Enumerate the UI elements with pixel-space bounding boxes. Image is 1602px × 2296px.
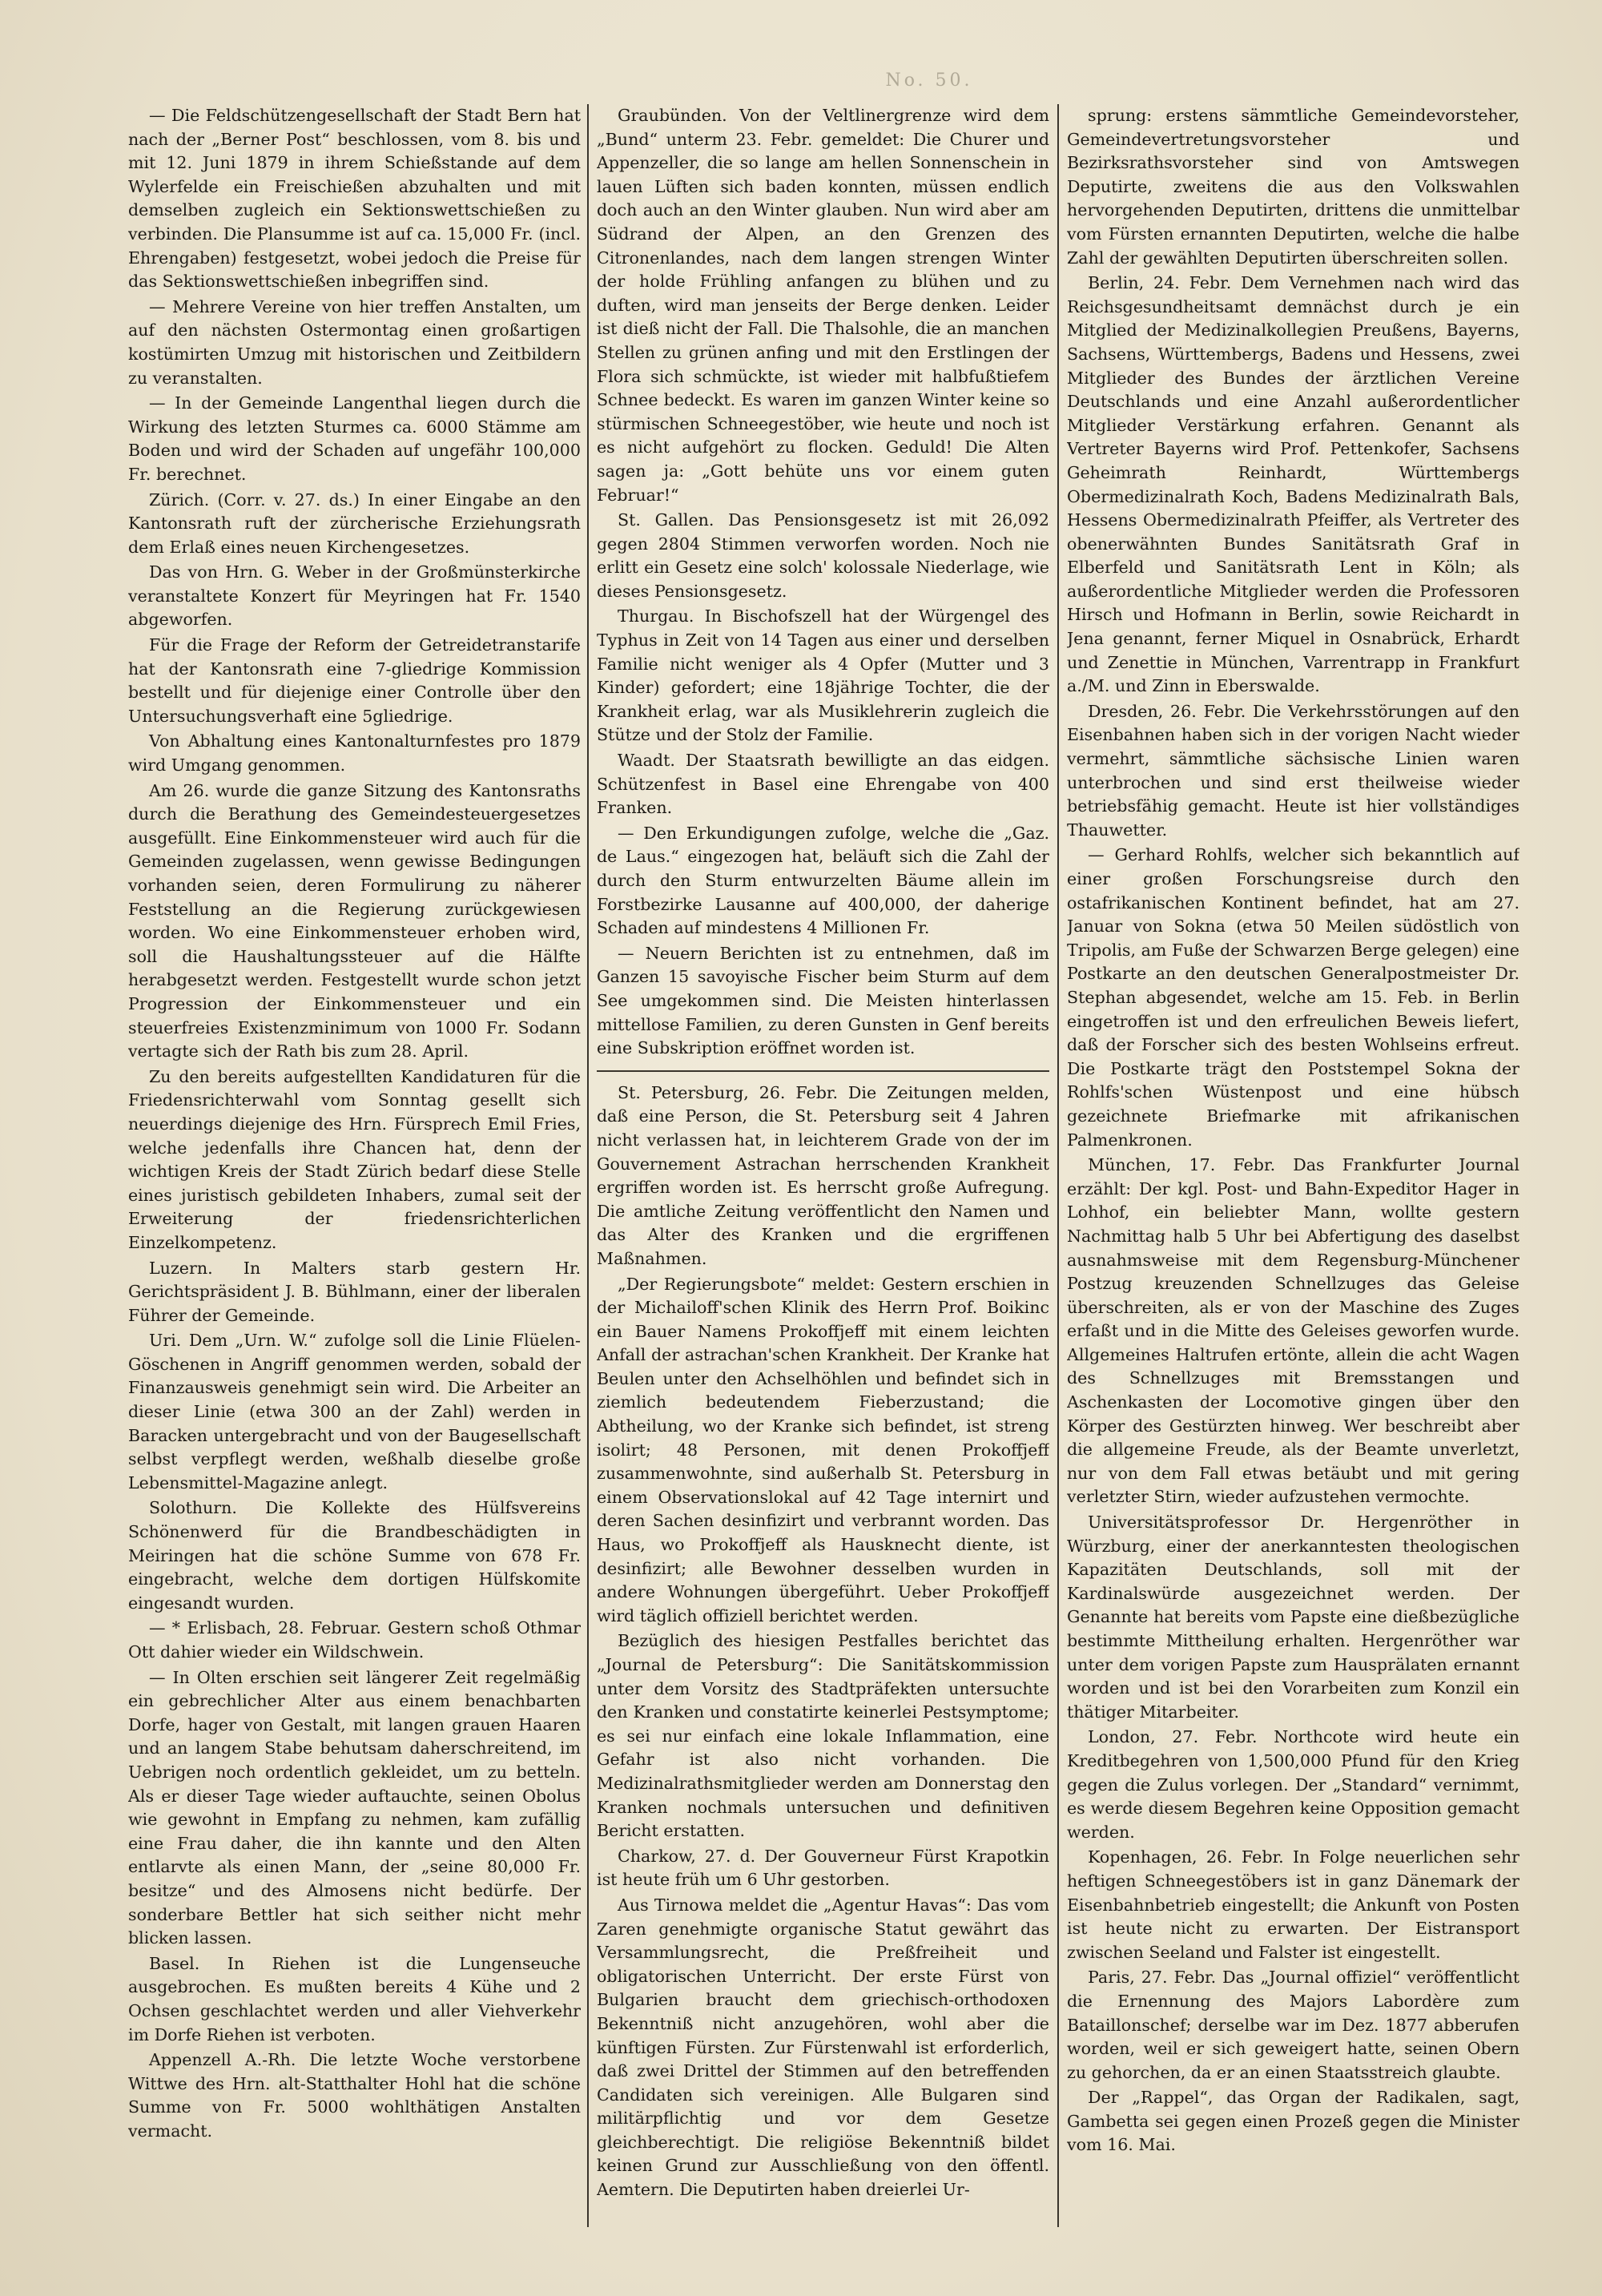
article: — Neuern Berichten ist zu entnehmen, daß im Ganzen 15 savoyische Fischer beim Sturm auf dem See umgekommen sind. Die Meisten hinterlassen mittellose Familien, zu deren Gunsten in Genf bereits eine Subskription eröffnet worden ist. (597, 943, 1049, 1058)
section-separator (597, 1070, 1049, 1072)
article: London, 27. Febr. Northcote wird heute ein Kreditbegehren von 1,500,000 Pfund für den Krieg gegen die Zulus vorlegen. Der „Standard“ vernimmt, es werde diesem Begehren keine Opposition gemacht werden. (1067, 1727, 1519, 1842)
article: Thurgau. In Bischofszell hat der Würgengel des Typhus in Zeit von 14 Tagen aus einer und derselben Familie nicht weniger als 4 Opfer (Mutter und 3 Kinder) gefordert; eine 18jährige Tochter, die der Krankheit erlag, war als Musiklehrerin zugleich die Stütze und der Stolz der Familie. (597, 606, 1049, 745)
article: — In Olten erschien seit längerer Zeit regelmäßig ein gebrechlicher Alter aus einem benachbarten Dorfe, hager von Gestalt, mit langen grauen Haaren und an langem Stabe behutsam daherschreitend, im Uebrigen noch ordentlich gekleidet, um zu betteln. Als er dieser Tage wieder auftauchte, seinen Obolus wie gewohnt in Empfang zu nehmen, kam zufällig eine Frau daher, die ihn kannte und den Alten entlarvte als einen Mann, der „seine 80,000 Fr. besitze“ und des Almosens nicht bedürfe. Der sonderbare Bettler hat sich seither nicht mehr blicken lassen. (128, 1667, 581, 1948)
article: Von Abhaltung eines Kantonalturnfestes pro 1879 wird Umgang genommen. (128, 731, 581, 775)
article: Luzern. In Malters starb gestern Hr. Gerichtspräsident J. B. Bühlmann, einer der liberalen Führer der Gemeinde. (128, 1258, 581, 1325)
article: Graubünden. Von der Veltlinergrenze wird dem „Bund“ unterm 23. Febr. gemeldet: Die Churer und Appenzeller, die so lange am hellen Sonnenschein in lauen Lüften sich baden konnten, müssen endlich doch auch an den Winter glauben. Nun wird aber am Südrand der Alpen, an den Grenzen des Citronenlandes, nach dem langen strengen Winter der holde Frühling anfangen zu blühen und zu duften, wird man jenseits der Berge denken. Leider ist dieß nicht der Fall. Die Thalsohle, die an manchen Stellen zu grünen anfing und mit den Erstlingen der Flora sich schmückte, ist wieder mit halbfußtiefem Schnee bedeckt. Es waren im ganzen Winter keine so stürmischen Schneegestöber, wie heute und noch ist es nicht aufgehört zu flocken. Geduld! Die Alten sagen ja: „Gott behüte uns vor einem guten Februar!“ (597, 106, 1049, 505)
column-2 (597, 104, 1049, 2227)
article: „Der Regierungsbote“ meldet: Gestern erschien in der Michailoff'schen Klinik des Herrn Prof. Boikinc ein Bauer Namens Prokoffjeff mit einem leichten Anfall der astrachan'schen Krankheit. Der Kranke hat Beulen unter den Achselhöhlen und befindet sich in ziemlich bedeutendem Fieberzustand; die Abtheilung, wo der Kranke sich befindet, ist streng isolirt; 48 Personen, mit denen Prokoffjeff zusammenwohnte, sind außerhalb St. Petersburg in einem Observationslokal auf 42 Tage internirt und deren Sachen desinfizirt und verbrannt worden. Das Haus, wo Prokoffjeff als Hausknecht diente, ist desinfizirt; alle Bewohner desselben wurden in andere Wohnungen übergeführt. Ueber Prokoffjeff wird täglich offiziell berichtet werden. (597, 1274, 1049, 1625)
article: Universitätsprofessor Dr. Hergenröther in Würzburg, einer der anerkanntesten theologischen Kapazitäten Deutschlands, soll mit der Kardinalswürde ausgezeichnet werden. Der Genannte hat bereits vom Papste eine dießbezügliche bestimmte Mittheilung erhalten. Hergenröther war unter dem vorigen Papste zum Hausprälaten ernannt worden und ist bei den Vorarbeiten zum Konzil ein thätiger Mitarbeiter. (1067, 1513, 1519, 1722)
column-3 (1067, 104, 1519, 2227)
article: Uri. Dem „Urn. W.“ zufolge soll die Linie Flüelen-Göschenen in Angriff genommen werden, sobald der Finanzausweis genehmigt sein wird. Die Arbeiter an dieser Linie (etwa 300 an der Zahl) werden in Baracken untergebracht und von der Baugesellschaft selbst verpflegt werden, weßhalb dieselbe große Lebensmittel-Magazine anlegt. (128, 1331, 581, 1492)
article: Charkow, 27. d. Der Gouverneur Fürst Krapotkin ist heute früh um 6 Uhr gestorben. (597, 1846, 1049, 1890)
article: — Gerhard Rohlfs, welcher sich bekanntlich auf einer großen Forschungsreise durch den ostafrikanischen Kontinent befindet, hat am 27. Januar von Sokna (etwa 50 Meilen südöstlich von Tripolis, am Fuße der Schwarzen Berge gelegen) eine Postkarte an den deutschen Generalpostmeister Dr. Stephan abgesendet, welche am 15. Feb. in Berlin eingetroffen ist und den erfreulichen Beweis liefert, daß der Forscher sich des besten Wohlseins erfreut. Die Postkarte trägt den Poststempel Sokna der Rohlfs'schen Wüstenpost und eine hübsch gezeichnete Briefmarke mit afrikanischen Palmenkronen. (1067, 845, 1519, 1150)
article: Appenzell A.-Rh. Die letzte Woche verstorbene Wittwe des Hrn. alt-Statthalter Hohl hat die schöne Summe von Fr. 5000 wohlthätigen Anstalten vermacht. (128, 2050, 581, 2141)
article: St. Petersburg, 26. Febr. Die Zeitungen melden, daß eine Person, die St. Petersburg seit 4 Jahren nicht verlassen hat, in leichterem Grade von der im Gouvernement Astrachan herrschenden Krankheit ergriffen worden ist. Es herrscht große Aufregung. Die amtliche Zeitung veröffentlicht den Namen und das Alter des Kranken und die ergriffenen Maßnahmen. (597, 1082, 1049, 1268)
article: Zu den bereits aufgestellten Kandidaturen für die Friedensrichterwahl vom Sonntag gesellt sich neuerdings diejenige des Hrn. Fürsprech Emil Fries, welche jedenfalls ihre Chancen hat, denn der wichtigen Kreis der Stadt Zürich bedarf diese Stelle eines juristisch gebildeten Inhabers, zumal seit der Erweiterung der friedensrichterlichen Einzelkompetenz. (128, 1066, 581, 1252)
article: Solothurn. Die Kollekte des Hülfsvereins Schönenwerd für die Brandbeschädigten in Meiringen hat die schöne Summe von 678 Fr. eingebracht, welche dem dortigen Hülfskomite eingesandt wurden. (128, 1498, 581, 1613)
article: Der „Rappel“, das Organ der Radikalen, sagt, Gambetta sei gegen einen Prozeß gegen die Minister vom 16. Mai. (1067, 2088, 1519, 2155)
article: — Mehrere Vereine von hier treffen Anstalten, um auf den nächsten Ostermontag einen großartigen kostümirten Umzug mit historischen und Zeitbildern zu veranstalten. (128, 296, 581, 388)
article: Aus Tirnowa meldet die „Agentur Havas“: Das vom Zaren genehmigte organische Statut gewährt das Versammlungsrecht, die Preßfreiheit und obligatorischen Unterricht. Der erste Fürst von Bulgarien braucht dem griechisch-orthodoxen Bekenntniß nicht anzugehören, wohl aber die künftigen Fürsten. Zur Fürstenwahl ist erforderlich, daß zwei Drittel der Stimmen auf den betreffenden Candidaten sich vereinigen. Alle Bulgaren sind militärpflichtig und vor dem Gesetze gleichberechtigt. Die religiöse Bekenntniß bildet keinen Grund zur Ausschließung von den öffentl. Aemtern. Die Deputirten haben dreierlei Ur- (597, 1895, 1049, 2200)
article: München, 17. Febr. Das Frankfurter Journal erzählt: Der kgl. Post- und Bahn-Expeditor Hager in Lohhof, ein beliebter Mann, wollte gestern Nachmittag halb 5 Uhr bei Abfertigung des daselbst ausnahmsweise mit dem Regensburg-Münchener Postzug kreuzenden Schnellzuges das Geleise überschreiten, als er von der Maschine des Zuges erfaßt und in die Mitte des Geleises geworfen wurde. Allgemeines Haltrufen ertönte, allein die acht Wagen des Schnellzuges mit Bremsstangen und Aschenkasten der Locomotive gingen über den Körper des Gestürzten hinweg. Wer beschreibt aber die allgemeine Freude, als der Beamte unverletzt, nur von dem Fall etwas betäubt und mit gering verletzter Stirn, wieder aufzustehen vermochte. (1067, 1155, 1519, 1507)
article: Das von Hrn. G. Weber in der Großmünsterkirche veranstaltete Konzert für Meyringen hat Fr. 1540 abgeworfen. (128, 562, 581, 630)
article: Bezüglich des hiesigen Pestfalles berichtet das „Journal de Petersburg“: Die Sanitätskommission unter dem Vorsitz des Stadtpräfekten untersuchte den Kranken und constatirte keinerlei Pestsymptome; es sei nur einfach eine lokale Inflammation, eine Gefahr ist also nicht vorhanden. Die Medizinalrathsmitglieder werden am Donnerstag den Kranken nochmals untersuchen und definitiven Bericht erstatten. (597, 1631, 1049, 1841)
column-divider (1057, 104, 1059, 2227)
article: Waadt. Der Staatsrath bewilligte an das eidgen. Schützenfest in Basel eine Ehrengabe von 400 Franken. (597, 751, 1049, 818)
article: Basel. In Riehen ist die Lungenseuche ausgebrochen. Es mußten bereits 4 Kühe und 2 Ochsen geschlachtet werden und aller Viehverkehr im Dorfe Riehen ist verboten. (128, 1953, 581, 2044)
article: Berlin, 24. Febr. Dem Vernehmen nach wird das Reichsgesundheitsamt demnächst durch je ein Mitglied der Medizinalkollegien Preußens, Bayerns, Sachsens, Württembergs, Badens und Hessens, zwei Mitglieder des Bundes der ärztlichen Vereine Deutschlands und eine Anzahl außerordentlicher Mitglieder Verstärkung erfahren. Genannt als Vertreter Bayerns wird Prof. Pettenkofer, Sachsens Geheimrath Reinhardt, Württembergs Obermedizinalrath Koch, Badens Medizinalrath Bals, Hessens Obermedizinalrath Pfeiffer, als Vertreter des obenerwähnten Bundes Sanitätsrath Graf in Elberfeld und Sanitätsrath Lent in Köln; als außerordentliche Mitglieder werden die Professoren Hirsch und Hofmann in Berlin, sowie Reichardt in Jena genannt, ferner Miquel in Osnabrück, Erhardt und Zenettie in München, Varrentrapp in Frankfurt a./M. und Zinn in Eberswalde. (1067, 273, 1519, 696)
article: sprung: erstens sämmtliche Gemeindevorsteher, Gemeindevertretungsvorsteher und Bezirksrathsvorsteher sind von Amtswegen Deputirte, zweitens die aus den Volkswahlen hervorgehenden Deputirten, drittens die unmittelbar vom Fürsten ernannten Deputirten, welche die halbe Zahl der gewählten Deputirten überschreiten sollen. (1067, 106, 1519, 268)
column-divider (587, 104, 589, 2227)
article: — * Erlisbach, 28. Februar. Gestern schoß Othmar Ott dahier wieder ein Wildschwein. (128, 1618, 581, 1662)
article: — Die Feldschützengesellschaft der Stadt Bern hat nach der „Berner Post“ beschlossen, vom 8. bis und mit 12. Juni 1879 in ihrem Schießstande auf dem Wylerfelde ein Freischießen abzuhalten und mit demselben zugleich ein Sektionswettschießen zu verbinden. Die Plansumme ist auf ca. 15,000 Fr. (incl. Ehrengaben) festgesetzt, wobei jedoch die Preise für das Sektionswettschießen inbegriffen sind. (128, 106, 581, 292)
article: Dresden, 26. Febr. Die Verkehrsstörungen auf den Eisenbahnen haben sich in der vorigen Nacht wieder vermehrt, sämmtliche sächsische Linien waren unterbrochen und sind erst theilweise wieder betriebsfähig gemacht. Heute ist hier vollständiges Thauwetter. (1067, 701, 1519, 840)
article: Zürich. (Corr. v. 27. ds.) In einer Eingabe an den Kantonsrath ruft der zürcherische Erziehungsrath dem Erlaß eines neuen Kirchengesetzes. (128, 489, 581, 557)
article: Für die Frage der Reform der Getreidetranstarife hat der Kantonsrath eine 7-gliedrige Kommission bestellt und für diejenige einer Controlle über den Untersuchungsverhaft eine 5gliedrige. (128, 635, 581, 726)
page-header: No. 50. (885, 70, 973, 91)
column-1 (128, 104, 581, 2227)
article: — Den Erkundigungen zufolge, welche die „Gaz. de Laus.“ eingezogen hat, beläuft sich die Zahl der durch den Sturm entwurzelten Bäume allein im Forstbezirke Lausanne auf 400,000, der daherige Schaden auf mindestens 4 Millionen Fr. (597, 823, 1049, 938)
article: Kopenhagen, 26. Febr. In Folge neuerlichen sehr heftigen Schneegestöbers ist in ganz Dänemark der Eisenbahnbetrieb eingestellt; die Ankunft von Posten ist heute nicht zu erwarten. Der Eistransport zwischen Seeland und Falster ist eingestellt. (1067, 1847, 1519, 1962)
article: Am 26. wurde die ganze Sitzung des Kantonsraths durch die Berathung des Gemeindesteuergesetzes ausgefüllt. Eine Einkommensteuer wird auch für die Gemeinden zugelassen, wenn gewisse Bedingungen vorhanden seien, deren Formulirung zu näherer Feststellung an die Regierung zurückgewiesen worden. Wo eine Einkommensteuer erhoben wird, soll die Haushaltungssteuer auf die Hälfte herabgesetzt werden. Festgestellt wurde schon jetzt Progression der Einkommensteuer und ein steuerfreies Existenzminimum von 1000 Fr. Sodann vertagte sich der Rath bis zum 28. April. (128, 780, 581, 1061)
article: St. Gallen. Das Pensionsgesetz ist mit 26,092 gegen 2804 Stimmen verworfen worden. Noch nie erlitt ein Gesetz eine solch' kolossale Niederlage, wie dieses Pensionsgesetz. (597, 510, 1049, 601)
article: Paris, 27. Febr. Das „Journal offiziel“ veröffentlicht die Ernennung des Majors Labordère zum Bataillonschef; derselbe war im Dez. 1877 abberufen worden, weil er sich geweigert hatte, seinen Obern zu gehorchen, da er an einen Staatsstreich glaubte. (1067, 1968, 1519, 2082)
article: — In der Gemeinde Langenthal liegen durch die Wirkung des letzten Sturmes ca. 6000 Stämme am Boden und wird der Schaden auf ungefähr 100,000 Fr. berechnet. (128, 393, 581, 484)
